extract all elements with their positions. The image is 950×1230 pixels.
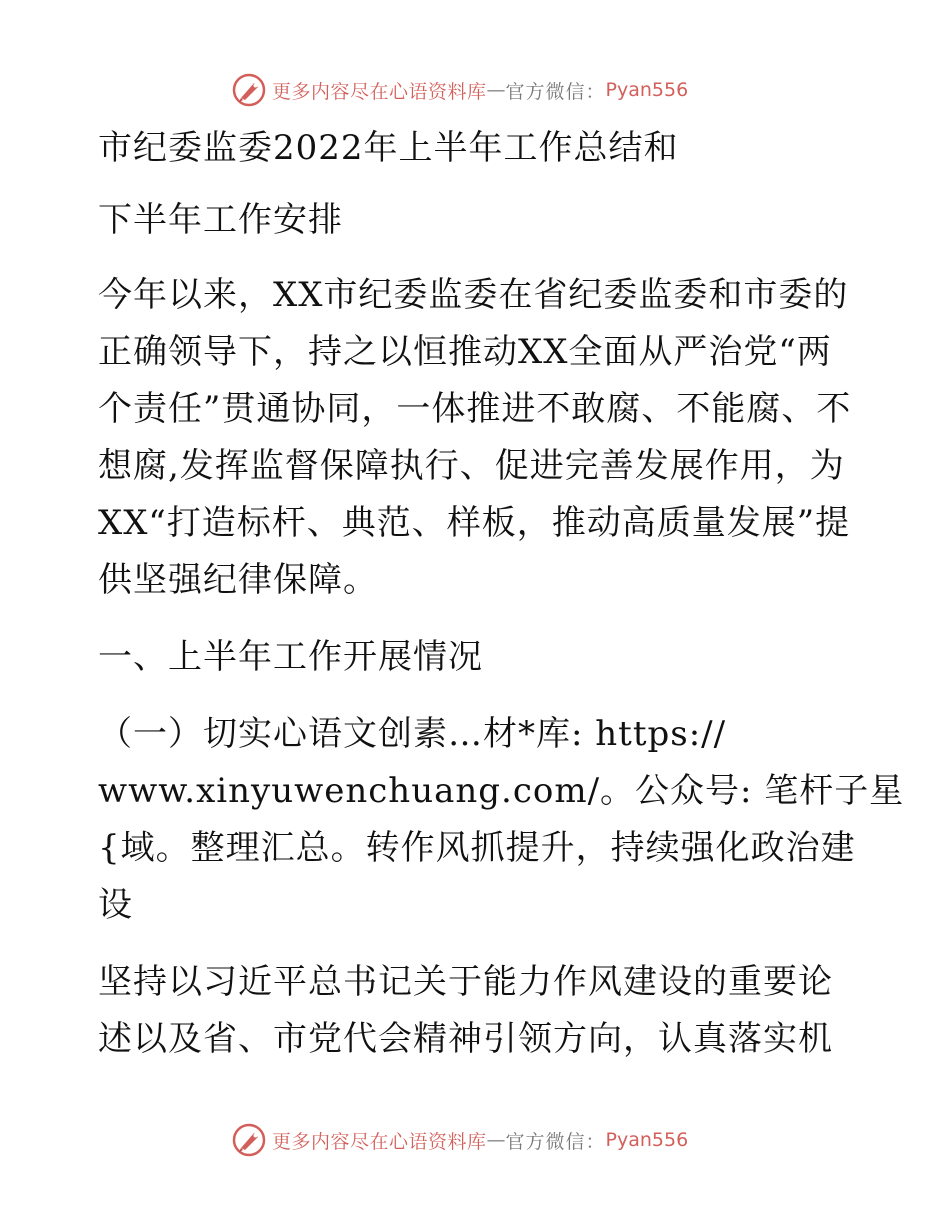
banner-wechat-id: Pyan556 [605, 79, 689, 101]
banner-label: 官方微信： [505, 80, 606, 103]
section-heading: 一、上半年工作开展情况 [98, 637, 483, 677]
banner-wechat-id: Pyan556 [605, 1129, 689, 1151]
pen-nib-logo-icon [232, 73, 266, 107]
banner-separator: — [486, 1129, 506, 1151]
banner-separator: — [486, 79, 506, 101]
header-banner [232, 70, 688, 110]
body-line-2: 述以及省、市党代会精神引领方向，认真落实机 [98, 1019, 833, 1059]
intro-line-1: 今年以来，XX市纪委监委在省纪委监委和市委的 [98, 275, 849, 315]
intro-line-2: 正确领导下，持之以恒推动XX全面从严治党“两 [98, 332, 832, 372]
intro-line-4: 想腐,发挥监督保障执行、促进完善发展作用，为 [98, 446, 845, 486]
body-line-1: 坚持以习近平总书记关于能力作风建设的重要论 [98, 962, 833, 1002]
footer-banner [232, 1120, 688, 1160]
banner-text: 更多内容尽在心语资料库 [272, 1130, 487, 1153]
intro-line-5: XX“打造标杆、典范、样板，推动高质量发展”提 [98, 503, 851, 543]
subsection-line-3: {域。整理汇总。转作风抓提升，持续强化政治建 [98, 828, 856, 868]
document-title-line-2: 下半年工作安排 [98, 200, 343, 240]
subsection-line-2: www.xinyuwenchuang.com/。公众号: 笔杆子星 [98, 771, 905, 811]
subsection-line-1: （一）切实心语文创素…材*库: https:// [98, 714, 727, 754]
document-title-line-1: 市纪委监委2022年上半年工作总结和 [98, 128, 679, 168]
banner-label: 官方微信： [505, 1130, 606, 1153]
banner-text: 更多内容尽在心语资料库 [272, 80, 487, 103]
intro-line-3: 个责任”贯通协同，一体推进不敢腐、不能腐、不 [98, 389, 852, 429]
pen-nib-logo-icon [232, 1123, 266, 1157]
intro-line-6: 供坚强纪律保障。 [98, 560, 378, 600]
subsection-line-4: 设 [98, 885, 133, 925]
